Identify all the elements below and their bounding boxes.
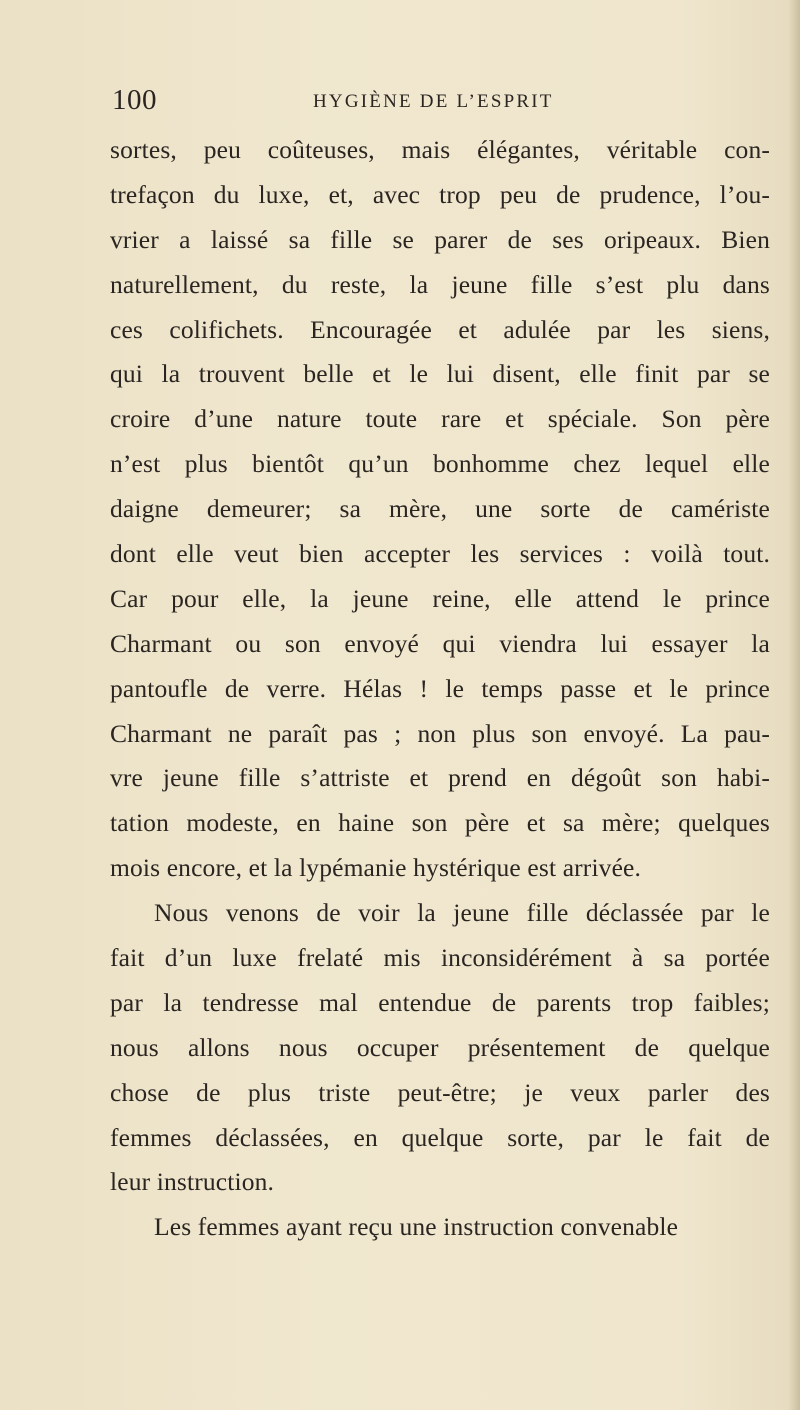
text-line: Charmant ne paraît pas ; non plus son envoyé. La pau-	[110, 718, 770, 748]
text-line: croire d’une nature toute rare et spéciale. Son père	[110, 404, 770, 434]
text-line: vre jeune fille s’attriste et prend en dégoût son habi-	[110, 763, 770, 793]
text-line: mois encore, et la lypémanie hystérique est arrivée.	[110, 853, 642, 883]
text-line: leur instruction.	[110, 1167, 275, 1197]
text-line: ces colifichets. Encouragée et adulée par les siens,	[110, 314, 770, 344]
text-line: Charmant ou son envoyé qui viendra lui essayer la	[110, 628, 770, 658]
running-head	[112, 82, 762, 122]
running-title: HYGIÈNE DE L’ESPRIT	[313, 91, 554, 112]
text-line: sortes, peu coûteuses, mais élégantes, véritable con-	[110, 135, 770, 164]
text-line: par la tendresse mal entendue de parents trop faibles;	[110, 987, 770, 1017]
text-line: pantoufle de verre. Hélas ! le temps passe et le prince	[110, 673, 770, 703]
text-line: vrier a laissé sa fille se parer de ses oripeaux. Bien	[110, 224, 770, 254]
paragraph-start-line: Les femmes ayant reçu une instruction convenable	[154, 1212, 679, 1242]
text-line: dont elle veut bien accepter les services : voilà tout.	[110, 539, 770, 569]
text-line: femmes déclassées, en quelque sorte, par le fait de	[110, 1122, 770, 1152]
text-line: trefaçon du luxe, et, avec trop peu de prudence, l’ou-	[110, 179, 770, 209]
text-line: daigne demeurer; sa mère, une sorte de camériste	[110, 494, 770, 524]
text-line: tation modeste, en haine son père et sa mère; quelques	[110, 808, 770, 838]
body-text	[110, 128, 770, 1250]
text-line: qui la trouvent belle et le lui disent, elle finit par se	[110, 359, 770, 389]
page-number: 100	[112, 84, 157, 116]
text-line: chose de plus triste peut-être; je veux parler des	[110, 1077, 770, 1107]
page-edge-shadow	[788, 0, 800, 1410]
text-line: nous allons nous occuper présentement de quelque	[110, 1032, 770, 1062]
text-line: fait d’un luxe frelaté mis inconsidérément à sa portée	[110, 943, 770, 973]
text-line: Car pour elle, la jeune reine, elle attend le prince	[110, 583, 770, 613]
text-line: naturellement, du reste, la jeune fille s’est plu dans	[110, 269, 770, 299]
paragraph-start-line: Nous venons de voir la jeune fille déclassée par le	[154, 898, 770, 928]
text-line: n’est plus bientôt qu’un bonhomme chez lequel elle	[110, 449, 770, 479]
